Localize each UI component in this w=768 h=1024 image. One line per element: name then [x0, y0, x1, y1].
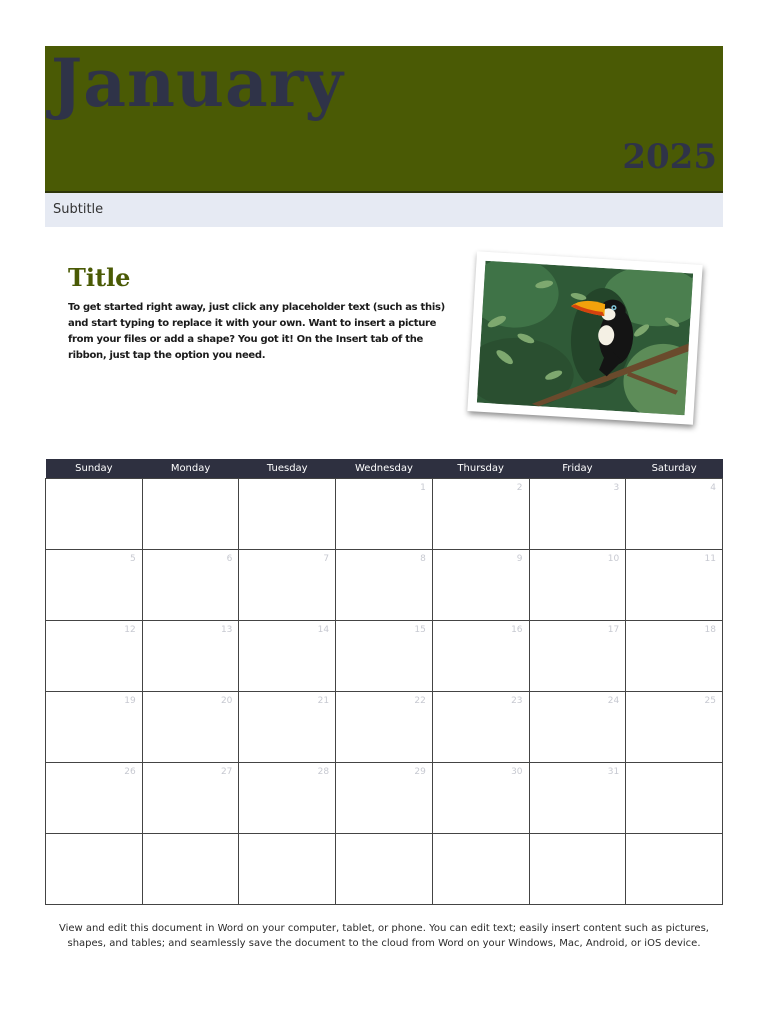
day-number: 6 [226, 554, 233, 564]
year-label[interactable]: 2025 [622, 137, 717, 177]
day-cell[interactable] [626, 621, 723, 692]
subtitle-text[interactable]: Subtitle [53, 202, 104, 217]
day-cell[interactable] [432, 550, 529, 621]
day-cell[interactable] [142, 621, 239, 692]
day-cell[interactable] [432, 479, 529, 550]
day-number [336, 834, 432, 838]
day-number: 27 [220, 767, 233, 777]
day-cell[interactable] [142, 550, 239, 621]
month-title[interactable]: January [51, 44, 344, 122]
day-cell[interactable] [46, 692, 143, 763]
intro-title[interactable]: Title [68, 263, 131, 292]
day-number: 10 [607, 554, 620, 564]
day-number: 22 [414, 696, 426, 706]
day-number: 3 [613, 483, 620, 493]
day-cell[interactable] [239, 834, 336, 905]
day-number: 2 [516, 483, 523, 493]
day-cell[interactable] [239, 550, 336, 621]
day-number: 24 [607, 696, 620, 706]
day-number: 17 [607, 625, 620, 635]
day-number [143, 834, 239, 838]
day-cell[interactable] [626, 479, 723, 550]
day-cell[interactable] [239, 692, 336, 763]
day-number: 31 [607, 767, 620, 777]
day-number: 23 [511, 696, 523, 706]
toucan-image [477, 261, 693, 415]
day-number [239, 834, 335, 838]
day-number: 26 [124, 767, 136, 777]
day-cell[interactable] [529, 479, 626, 550]
day-cell[interactable] [529, 621, 626, 692]
day-cell[interactable] [239, 621, 336, 692]
weekday-header: Monday [142, 459, 239, 479]
weekday-header: Sunday [46, 459, 143, 479]
day-number [530, 834, 626, 838]
day-cell[interactable] [46, 550, 143, 621]
weekday-header: Thursday [432, 459, 529, 479]
day-number [433, 834, 529, 838]
day-cell[interactable] [239, 479, 336, 550]
day-number: 11 [704, 554, 716, 564]
day-number [239, 479, 335, 483]
day-cell[interactable] [46, 621, 143, 692]
day-number: 13 [220, 625, 233, 635]
day-cell[interactable] [529, 834, 626, 905]
day-number: 12 [124, 625, 136, 635]
day-cell[interactable] [432, 621, 529, 692]
day-cell[interactable] [626, 692, 723, 763]
day-number [626, 763, 722, 767]
week-row [46, 621, 723, 692]
day-cell[interactable] [142, 692, 239, 763]
day-number: 28 [317, 767, 330, 777]
day-cell[interactable] [142, 763, 239, 834]
weekday-header-row [46, 459, 723, 479]
day-number [46, 834, 142, 838]
day-cell[interactable] [336, 834, 433, 905]
day-cell[interactable] [46, 763, 143, 834]
day-number: 8 [420, 554, 426, 564]
day-cell[interactable] [432, 692, 529, 763]
day-number: 1 [420, 483, 426, 493]
weekday-header: Saturday [626, 459, 723, 479]
day-cell[interactable] [529, 763, 626, 834]
day-cell[interactable] [432, 834, 529, 905]
day-cell[interactable] [142, 479, 239, 550]
week-row [46, 834, 723, 905]
day-cell[interactable] [626, 763, 723, 834]
day-cell[interactable] [529, 550, 626, 621]
day-cell[interactable] [336, 621, 433, 692]
day-number: 5 [129, 554, 136, 564]
weekday-header: Tuesday [239, 459, 336, 479]
month-banner [45, 46, 723, 193]
weekday-header: Wednesday [336, 459, 433, 479]
day-number [143, 479, 239, 483]
week-row [46, 479, 723, 550]
day-cell[interactable] [626, 834, 723, 905]
day-number: 20 [220, 696, 233, 706]
intro-body[interactable]: To get started right away, just click any placeholder text (such as this) and start typing to replace it with your own. Want to insert a picture from your files or add a shape? You got it! On the Insert tab of the ribbon, just tap the option you need. [68, 302, 445, 361]
subtitle-bar [45, 193, 723, 227]
day-number: 7 [323, 554, 330, 564]
day-cell[interactable] [336, 692, 433, 763]
day-cell[interactable] [336, 763, 433, 834]
day-cell[interactable] [336, 479, 433, 550]
calendar-grid [45, 459, 723, 905]
day-number: 25 [704, 696, 716, 706]
day-cell[interactable] [432, 763, 529, 834]
day-number [46, 479, 142, 483]
day-number [626, 834, 722, 838]
day-number: 21 [317, 696, 330, 706]
day-cell[interactable] [46, 479, 143, 550]
day-number: 29 [414, 767, 426, 777]
day-number: 9 [516, 554, 523, 564]
weekday-header: Friday [529, 459, 626, 479]
day-cell[interactable] [142, 834, 239, 905]
day-cell[interactable] [529, 692, 626, 763]
day-cell[interactable] [336, 550, 433, 621]
day-cell[interactable] [239, 763, 336, 834]
footer-note: View and edit this document in Word on your computer, tablet, or phone. You can edit text; easily insert content such as pictures, shapes, and tables; and seamlessly save the document to the cloud from Word on your Windows, Mac, Android, or iOS device. [59, 923, 709, 949]
week-row [46, 763, 723, 834]
day-number: 30 [511, 767, 523, 777]
day-cell[interactable] [626, 550, 723, 621]
day-number: 14 [317, 625, 330, 635]
day-number: 19 [124, 696, 136, 706]
week-row [46, 692, 723, 763]
toucan-photo[interactable] [467, 251, 702, 424]
day-number: 15 [414, 625, 426, 635]
day-number: 16 [511, 625, 523, 635]
week-row [46, 550, 723, 621]
day-number: 4 [710, 483, 716, 493]
day-cell[interactable] [46, 834, 143, 905]
day-number: 18 [704, 625, 716, 635]
